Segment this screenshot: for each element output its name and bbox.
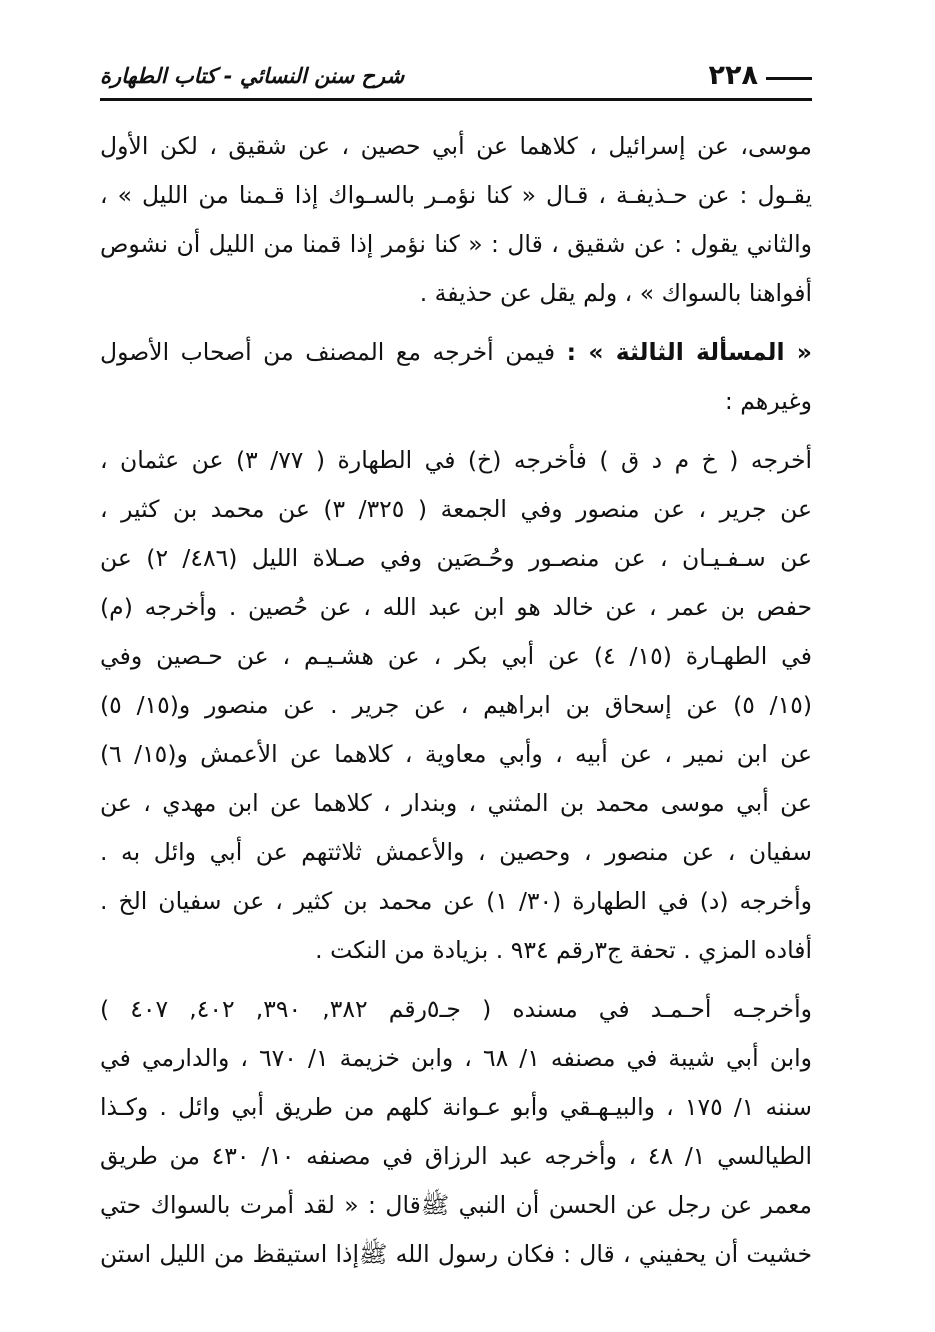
text-line: عن سـفـيـان ، عن منصـور وحُـصَين وفي صـلاة الليل (٤٨٦/ ٢) عن (100, 544, 812, 572)
header-rule (100, 98, 812, 101)
text-line: سننه ١/ ١٧٥ ، والبيـهـقي وأبو عـوانة كلهم من طريق أبي وائل . وكـذا (100, 1093, 812, 1121)
text-line: عن أبي موسى محمد بن المثني ، وبندار ، كلاهما عن ابن مهدي ، عن (100, 789, 812, 817)
text-line: والثاني يقول : عن شقيق ، قال : « كنا نؤمر إذا قمنا من الليل أن نشوص (100, 230, 812, 258)
heading-continuation: فيمن أخرجه مع المصنف من أصحاب الأصول (100, 338, 556, 366)
text-line: موسى، عن إسرائيل ، كلاهما عن أبي حصين ، عن شقيق ، لكن الأول (100, 132, 812, 160)
paragraph-4 (100, 985, 812, 1279)
text-line: أفواهنا بالسواك » ، ولم يقل عن حذيفة . (419, 279, 812, 307)
text-line: خشيت أن يحفيني ، قال : فكان رسول الله ﷺإذا استيقظ من الليل استن (100, 1240, 812, 1268)
header-dash (766, 77, 812, 80)
page-header (100, 58, 812, 102)
text-line: وأخرجـه أحـمـد في مسنده ( جـ٥رقم ٣٨٢, ٣٩٠, ٤٠٢, ٤٠٧ ) (100, 995, 812, 1023)
paragraph-2 (100, 328, 812, 426)
text-line: يقـول : عن حـذيفـة ، قـال « كنا نؤمـر بالسـواك إذا قـمنا من الليل » ، (100, 181, 812, 209)
page-number: ٢٢٨ (708, 60, 758, 91)
text-line: الطيالسي ١/ ٤٨ ، وأخرجه عبد الرزاق في مصنفه ١٠/ ٤٣٠ من طريق (100, 1142, 812, 1170)
text-line: وأخرجه (د) في الطهارة (٣٠/ ١) عن محمد بن كثير ، عن سفيان الخ . (100, 887, 813, 915)
text-line: عن ابن نمير ، عن أبيه ، وأبي معاوية ، كلاهما عن الأعمش و(١٥/ ٦) (100, 740, 812, 768)
text-line: في الطهـارة (١٥/ ٤) عن أبي بكر ، عن هشـيـم ، عن حـصين وفي (100, 642, 812, 670)
text-line: عن جرير ، عن منصور وفي الجمعة ( ٣٢٥/ ٣) عن محمد بن كثير ، (100, 495, 812, 523)
text-line: معمر عن رجل عن الحسن أن النبي ﷺقال : « لقد أمرت بالسواك حتي (100, 1191, 812, 1219)
text-line: حفص بن عمر ، عن خالد هو ابن عبد الله ، عن حُصين . وأخرجه (م) (100, 593, 812, 621)
running-title: شرح سنن النسائي - كتاب الطهارة (100, 64, 405, 88)
text-line: أخرجه ( خ م د ق ) فأخرجه (خ) في الطهارة ( ٧٧/ ٣) عن عثمان ، (100, 446, 813, 474)
text-line: وغيرهم : (724, 387, 812, 415)
section-heading: « المسألة الثالثة » : (566, 338, 812, 366)
paragraph-1 (100, 122, 812, 318)
text-line: وابن أبي شيبة في مصنفه ١/ ٦٨ ، وابن خزيمة ١/ ٦٧٠ ، والدارمي في (100, 1044, 813, 1072)
text-line: (١٥/ ٥) عن إسحاق بن ابراهيم ، عن جرير . عن منصور و(١٥/ ٥) (100, 691, 812, 719)
paragraph-3 (100, 436, 812, 975)
text-line: سفيان ، عن منصور ، وحصين ، والأعمش ثلاثتهم عن أبي وائل به . (100, 838, 812, 866)
body-text (100, 122, 812, 1279)
text-line (100, 328, 812, 377)
text-line: أفاده المزي . تحفة ج٣رقم ٩٣٤ . بزيادة من النكت . (315, 936, 812, 964)
